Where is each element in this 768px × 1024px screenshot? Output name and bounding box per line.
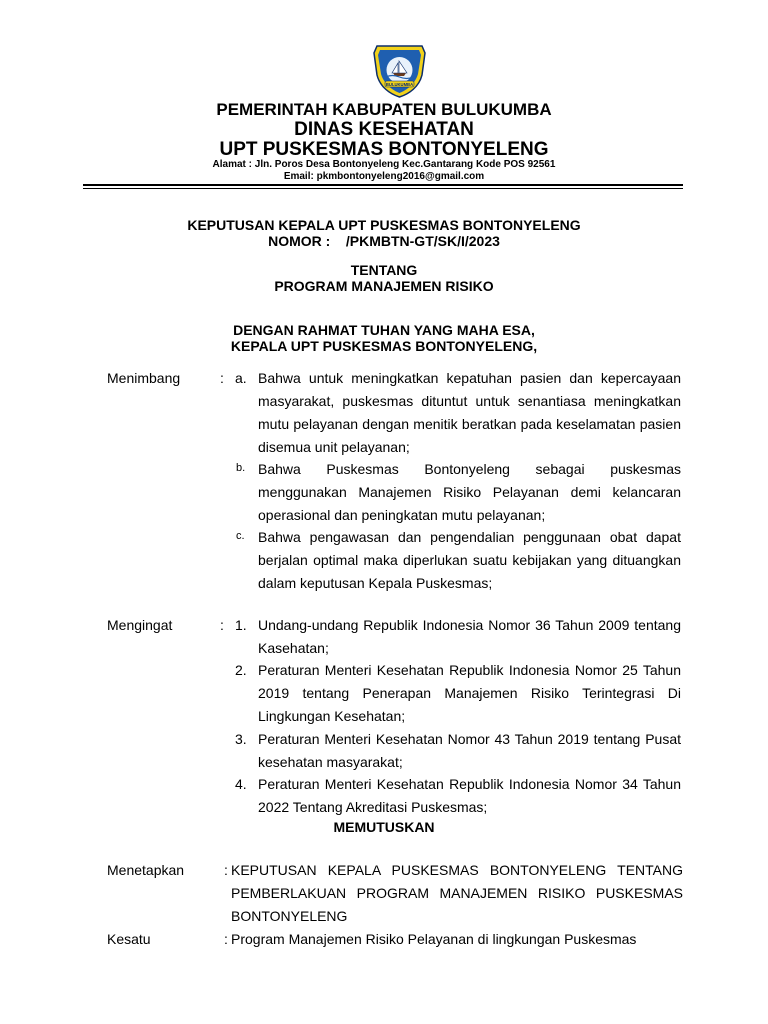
bulukumba-logo	[371, 43, 428, 99]
decree-about: TENTANG	[350, 262, 418, 278]
mengingat-label: Mengingat	[107, 617, 173, 633]
memutuskan-heading: MEMUTUSKAN	[333, 819, 435, 835]
letterhead-rule-thin	[83, 188, 683, 189]
menetapkan-colon: :	[224, 862, 228, 878]
decree-number: NOMOR : /PKMBTN-GT/SK/I/2023	[268, 233, 500, 249]
mengingat-colon: :	[220, 617, 224, 633]
mengingat-item-3: Peraturan Menteri Kesehatan Nomor 43 Tahun 2019 tentang Pusat kesehatan masyarakat;	[258, 731, 681, 770]
menimbang-colon: :	[220, 370, 224, 386]
menimbang-marker-c: c.	[236, 530, 245, 542]
menetapkan-text: KEPUTUSAN KEPALA PUSKESMAS BONTONYELENG TENTANG PEMBERLAKUAN PROGRAM MANAJEMEN RISIKO PUSKESMAS BONTONYELENG	[231, 862, 683, 924]
agency-unit: UPT PUSKESMAS BONTONYELENG	[219, 139, 549, 160]
agency-department: DINAS KESEHATAN	[294, 119, 474, 140]
letterhead-rule-thick	[83, 184, 683, 186]
mengingat-marker-2: 2.	[235, 662, 247, 678]
kesatu-text: Program Manajemen Risiko Pelayanan di lingkungan Puskesmas	[231, 931, 637, 947]
logo-text: BULUKUMBA	[385, 82, 414, 87]
mengingat-marker-4: 4.	[235, 776, 247, 792]
kesatu-colon: :	[224, 931, 228, 947]
menimbang-item-c: Bahwa pengawasan dan pengendalian penggunaan obat dapat berjalan optimal maka diperlukan suatu kebijakan yang dituangkan dalam keputusan Kepala Puskesmas;	[258, 529, 681, 591]
mengingat-item-2: Peraturan Menteri Kesehatan Republik Indonesia Nomor 25 Tahun 2019 tentang Penerapan Manajemen Risiko Terintegrasi Di Lingkungan Kesehatan;	[258, 662, 681, 724]
mengingat-marker-1: 1.	[235, 617, 247, 633]
menimbang-item-a: Bahwa untuk meningkatkan kepatuhan pasien dan kepercayaan masyarakat, puskesmas dituntut untuk senantiasa meningkatkan mutu pelayanan dengan menitik beratkan pada keselamatan pasien disemua unit pelayanan;	[258, 370, 681, 455]
grace-line-1: DENGAN RAHMAT TUHAN YANG MAHA ESA,	[233, 322, 535, 338]
menimbang-marker-b: b.	[236, 462, 246, 474]
grace-line-2: KEPALA UPT PUSKESMAS BONTONYELENG,	[230, 338, 538, 354]
agency-email: Email: pkmbontonyeleng2016@gmail.com	[283, 171, 485, 182]
menimbang-marker-a: a.	[235, 370, 247, 386]
mengingat-marker-3: 3.	[235, 731, 247, 747]
kesatu-label: Kesatu	[107, 931, 151, 947]
menimbang-item-b: Bahwa Puskesmas Bontonyeleng sebagai puskesmas menggunakan Manajemen Risiko Pelayanan demi kelancaran operasional dan peningkatan mutu pelayanan;	[258, 461, 681, 523]
agency-address: Alamat : Jln. Poros Desa Bontonyeleng Kec.Gantarang Kode POS 92561	[212, 159, 556, 170]
mengingat-item-4: Peraturan Menteri Kesehatan Republik Indonesia Nomor 34 Tahun 2022 Tentang Akreditasi Puskesmas;	[258, 776, 681, 815]
menetapkan-label: Menetapkan	[107, 862, 185, 878]
menimbang-label: Menimbang	[107, 370, 181, 386]
agency-government: PEMERINTAH KABUPATEN BULUKUMBA	[216, 100, 552, 119]
mengingat-item-1: Undang-undang Republik Indonesia Nomor 36 Tahun 2009 tentang Kasehatan;	[258, 617, 681, 656]
decree-title: KEPUTUSAN KEPALA UPT PUSKESMAS BONTONYELENG	[187, 217, 581, 233]
decree-subject: PROGRAM MANAJEMEN RISIKO	[274, 278, 494, 294]
